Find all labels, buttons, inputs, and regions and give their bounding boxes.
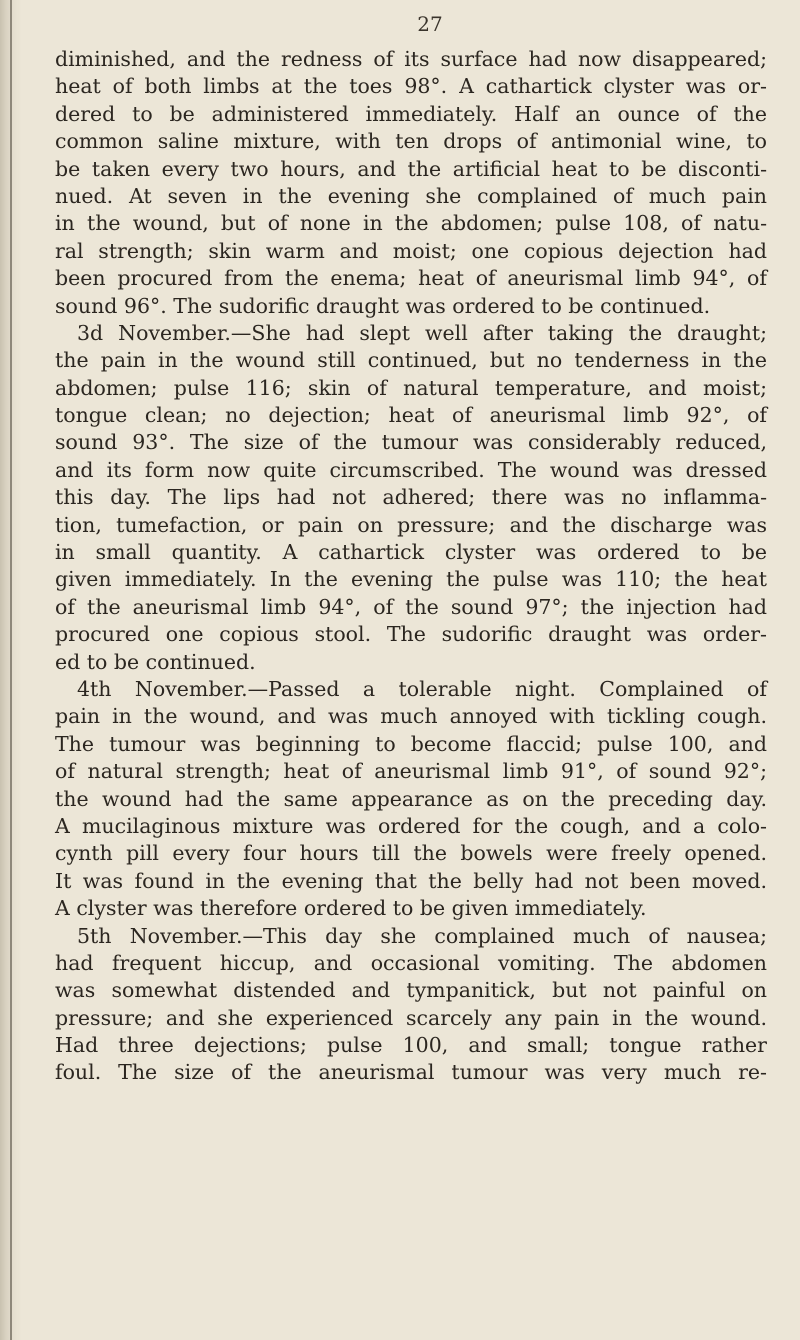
text-line: ed to be continued. <box>55 649 256 674</box>
text-line: The tumour was beginning to become flaccid; pulse 100, and <box>55 731 767 756</box>
text-line: 4th November.—Passed a tolerable night. Complained of <box>77 676 767 701</box>
text-line: cynth pill every four hours till the bowels were freely opened. <box>55 841 767 866</box>
text-line: be taken every two hours, and the artificial heat to be disconti- <box>55 156 767 181</box>
text-line: Had three dejections; pulse 100, and small; tongue rather <box>55 1033 767 1058</box>
text-line: It was found in the evening that the belly had not been moved. <box>55 868 767 893</box>
text-line: been procured from the enema; heat of aneurismal limb 94°, of <box>55 266 767 291</box>
body-text <box>55 46 767 1087</box>
text-line: pain in the wound, and was much annoyed with tickling cough. <box>55 704 767 729</box>
text-line: 3d November.—She had slept well after taking the draught; <box>77 320 767 345</box>
text-line: pressure; and she experienced scarcely any pain in the wound. <box>55 1005 767 1030</box>
text-line: heat of both limbs at the toes 98°. A cathartick clyster was or- <box>55 74 767 99</box>
text-line: of the aneurismal limb 94°, of the sound 97°; the injection had <box>55 594 767 619</box>
text-line: in the wound, but of none in the abdomen; pulse 108, of natu- <box>55 211 767 236</box>
page-number: 27 <box>417 12 443 36</box>
text-line: of natural strength; heat of aneurismal limb 91°, of sound 92°; <box>55 759 767 784</box>
text-line: abdomen; pulse 116; skin of natural temperature, and moist; <box>55 375 767 400</box>
text-line: the wound had the same appearance as on the preceding day. <box>55 786 767 811</box>
text-line: given immediately. In the evening the pulse was 110; the heat <box>55 567 767 592</box>
text-line: sound 93°. The size of the tumour was considerably reduced, <box>55 430 767 455</box>
text-line: sound 96°. The sudorific draught was ordered to be continued. <box>55 293 711 318</box>
text-line: and its form now quite circumscribed. The wound was dressed <box>55 457 767 482</box>
text-line: foul. The size of the aneurismal tumour was very much re- <box>55 1060 767 1085</box>
text-line: diminished, and the redness of its surface had now disappeared; <box>55 47 767 71</box>
text-line: 5th November.—This day she complained much of nausea; <box>77 923 767 948</box>
text-line: nued. At seven in the evening she complained of much pain <box>55 183 767 208</box>
text-line: this day. The lips had not adhered; there was no inflamma- <box>55 485 767 510</box>
text-line: A clyster was therefore ordered to be given immediately. <box>55 896 647 921</box>
text-line: had frequent hiccup, and occasional vomiting. The abdomen <box>55 950 767 975</box>
text-line: dered to be administered immediately. Half an ounce of the <box>55 101 767 126</box>
text-line: was somewhat distended and tympanitick, but not painful on <box>55 978 767 1003</box>
binding-edge-line <box>10 0 12 1340</box>
text-line: A mucilaginous mixture was ordered for the cough, and a colo- <box>55 813 767 838</box>
text-line: procured one copious stool. The sudorific draught was order- <box>55 622 767 647</box>
text-line: the pain in the wound still continued, but no tenderness in the <box>55 348 767 373</box>
text-line: common saline mixture, with ten drops of antimonial wine, to <box>55 129 767 154</box>
text-line: in small quantity. A cathartick clyster was ordered to be <box>55 540 767 565</box>
text-line: ral strength; skin warm and moist; one copious dejection had <box>55 238 767 263</box>
text-line: tongue clean; no dejection; heat of aneurismal limb 92°, of <box>55 403 767 428</box>
text-line: tion, tumefaction, or pain on pressure; and the discharge was <box>55 512 767 537</box>
